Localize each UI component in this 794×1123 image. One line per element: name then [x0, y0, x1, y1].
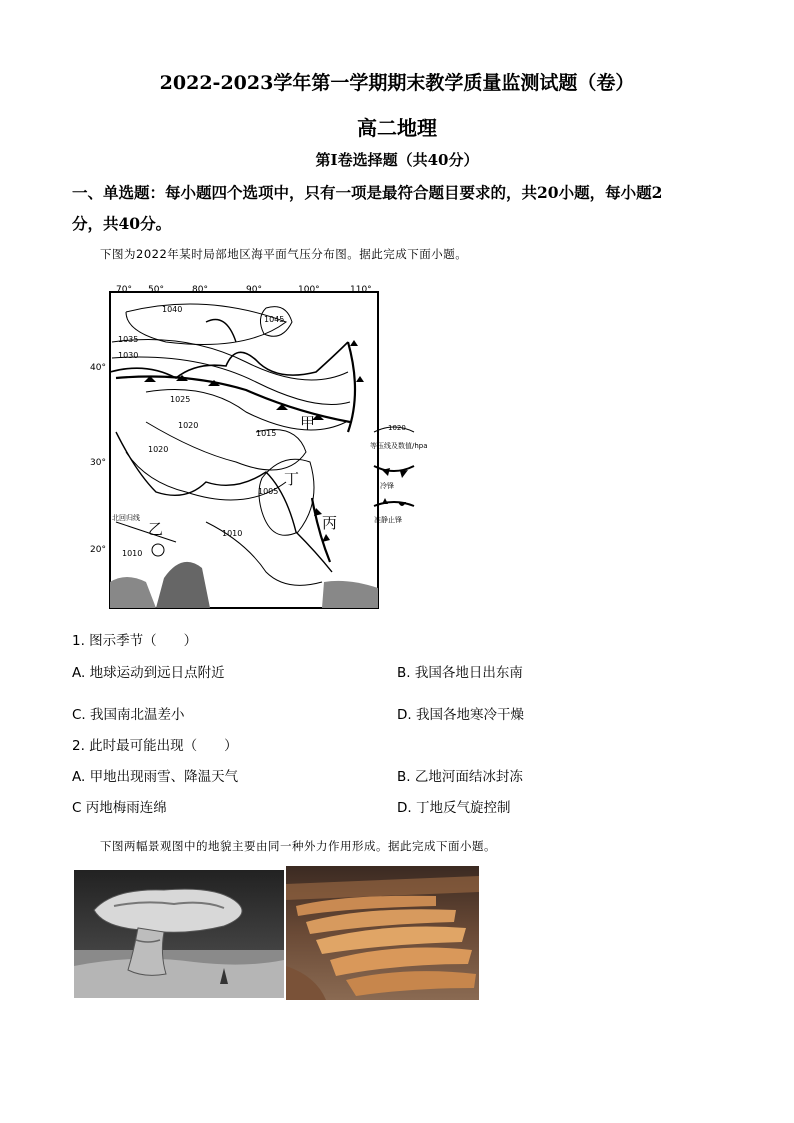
legend-stationary-front-label: 准静止锋	[374, 516, 402, 524]
pressure-map	[86, 282, 386, 612]
isobar-value: 1025	[170, 395, 191, 404]
subject-title: 高二地理	[357, 116, 437, 140]
question-2-stem: 2. 此时最可能出现（ ）	[72, 738, 238, 754]
legend-stationary-front-symbol	[374, 502, 414, 506]
map-legend	[368, 418, 458, 528]
place-ding: 丁	[284, 470, 300, 488]
isobar-value: 1010	[222, 529, 243, 538]
question-2-option-c: C 丙地梅雨连绵	[72, 800, 167, 816]
isobar-value: 1040	[162, 305, 183, 314]
place-jia: 甲	[300, 414, 316, 432]
landscape-photo-yardang	[286, 866, 479, 1000]
legend-front-marker	[398, 502, 406, 506]
isobar-value: 1030	[118, 351, 139, 360]
isobar-value: 1035	[118, 335, 139, 344]
question-2-option-b: B. 乙地河面结冰封冻	[397, 769, 523, 785]
question-1-stem: 1. 图示季节（ ）	[72, 633, 198, 649]
isobar-value: 1005	[258, 487, 279, 496]
isobar-value: 1010	[122, 549, 143, 558]
legend-front-marker	[400, 470, 408, 478]
exam-title: 2022-2023学年第一学期期末教学质量监测试题（卷）	[159, 72, 635, 94]
legend-front-marker	[382, 498, 388, 504]
lon-label: 70°	[116, 285, 132, 295]
isobar-value: 1015	[256, 429, 277, 438]
question-1-option-d: D. 我国各地寒冷干燥	[397, 707, 524, 723]
isobar-value: 1020	[148, 445, 169, 454]
question-1-option-b: B. 我国各地日出东南	[397, 665, 523, 681]
lon-label: 100°	[298, 285, 320, 295]
lon-label: 110°	[350, 285, 372, 295]
question-2-option-a: A. 甲地出现雨雪、降温天气	[72, 769, 239, 785]
landscape-intro: 下图两幅景观图中的地貌主要由同一种外力作用形成。据此完成下面小题。	[100, 839, 496, 853]
map-intro: 下图为2022年某时局部地区海平面气压分布图。据此完成下面小题。	[100, 247, 468, 261]
lat-label: 40°	[90, 363, 106, 373]
question-1-option-c: C. 我国南北温差小	[72, 707, 185, 723]
place-yi: 乙	[148, 520, 164, 538]
lon-label: 90°	[246, 285, 262, 295]
isobar-value: 1020	[178, 421, 199, 430]
landscape-photo-mushroom-rock	[74, 870, 284, 998]
isobar-value: 1045	[264, 315, 285, 324]
legend-isobar-label: 等压线及数值/hpa	[370, 442, 428, 450]
legend-cold-front-symbol	[374, 466, 414, 471]
lon-label: 50°	[148, 285, 164, 295]
lat-label: 30°	[90, 458, 106, 468]
question-1-option-a: A. 地球运动到远日点附近	[72, 665, 225, 681]
part-heading: 第Ⅰ卷选择题（共40分）	[315, 151, 479, 169]
legend-isobar-value: 1020	[388, 424, 406, 432]
section-instruction-line2: 分，共40分。	[72, 214, 172, 233]
place-bing: 丙	[322, 514, 338, 532]
lat-label: 20°	[90, 545, 106, 555]
tropic-label: 北回归线	[112, 514, 140, 522]
lon-label: 80°	[192, 285, 208, 295]
question-2-option-d: D. 丁地反气旋控制	[397, 800, 511, 816]
legend-cold-front-label: 冷锋	[380, 482, 394, 490]
section-instruction-line1: 一、单选题：每小题四个选项中，只有一项是最符合题目要求的，共20小题，每小题2	[72, 183, 663, 202]
